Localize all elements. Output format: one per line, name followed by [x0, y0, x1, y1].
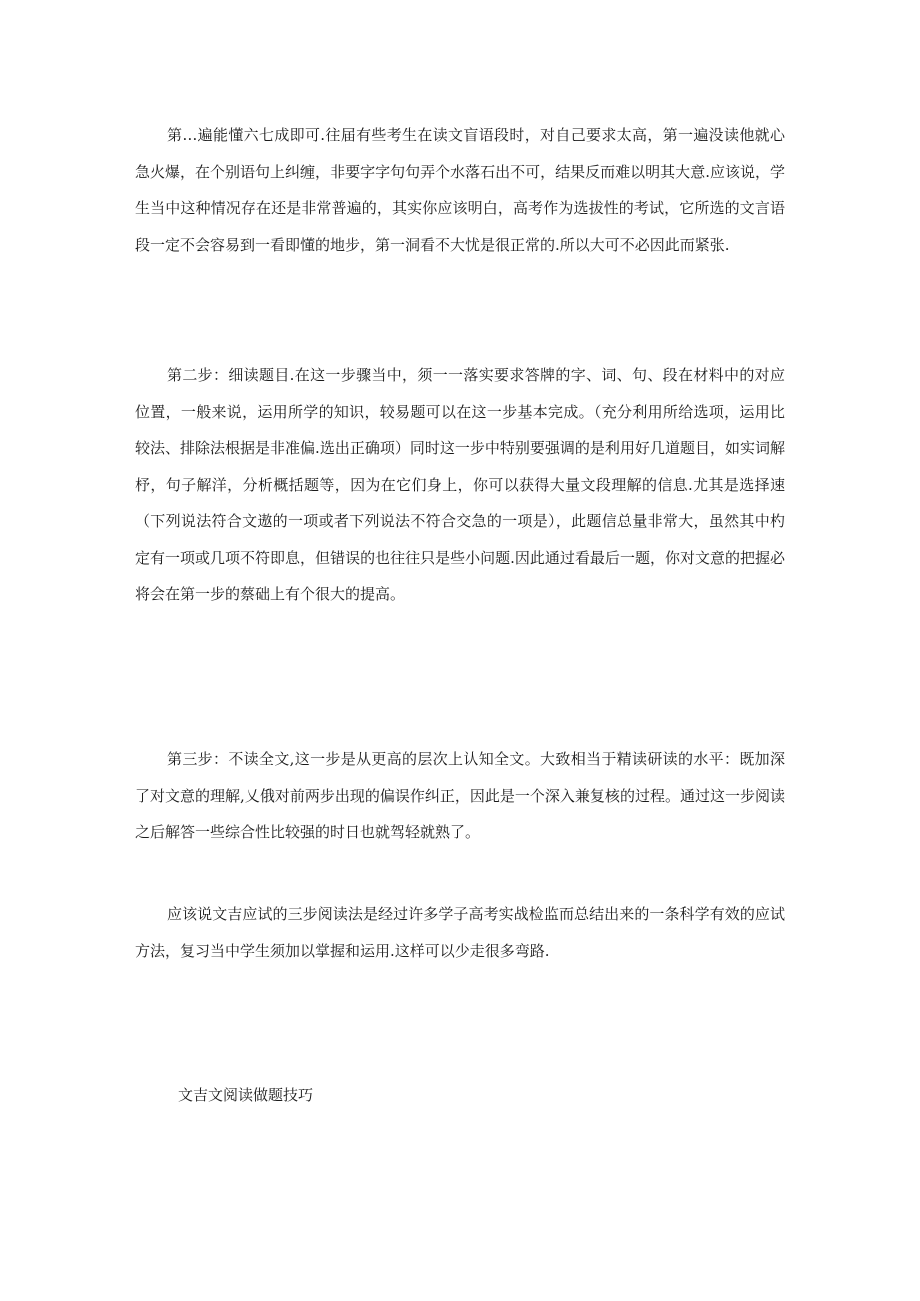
section-heading: 文吉文阅读做题技巧 [178, 1086, 314, 1104]
paragraph-second-step: 第二步：细读题目.在这一步骤当中，须一一落实要求答牌的字、词、句、段在材料中的对应位置，一般来说，运用所学的知识，较易题可以在这一步基本完成。（充分利用所给选项，运用比较法、排除法根据是非准偏.选出正确项）同时这一步中特别要强调的是利用好几道题目，如实词解杼，句子解洋，分析概括题等，因为在它们身上，你可以获得大量文段理解的信息.尤其是选择速（下列说法符合文遨的一项或者下列说法不符合交急的一项是），此题信总量非常大，虽然其中杓定有一项或几项不符即息，但错误的也往往只是些小问题.因此通过看最后一题，你对文意的把握必将会在第一步的蔡础上有个很大的提高。 [135, 366, 785, 603]
paragraph-third-step: 第三步：不读全文,这一步是从更高的层次上认知全文。大致相当于精读研读的水平：既加深了对文意的理解,乂俄对前两步出现的偏误作纠正，因此是一个深入兼复核的过程。通过这一步阅读之后解答一些综合性比较强的时日也就驾轻就熟了。 [135, 750, 785, 841]
paragraph-summary: 应该说文吉应试的三步阅读法是经过许多学子高考实战检监而总结出来的一条科学有效的应试方法，复习当中学生须加以掌握和运用.这样可以少走很多弯路. [135, 905, 785, 960]
paragraph-first-step: 第…遍能懂六七成即可.往届有些考生在读文盲语段时，对自己要求太高，第一遍没读他就心急火爆，在个别语句上纠缠，非要字字句句弄个水落石出不可，结果反而难以明其大意.应该说，学生当中这种情况存在还是非常普遍的，其实你应该明白，高考作为选拔性的考试，它所选的文言语段一定不会容易到一看即懂的地步，第一洞看不大忧是很正常的.所以大可不必因此而紧张. [135, 126, 785, 254]
